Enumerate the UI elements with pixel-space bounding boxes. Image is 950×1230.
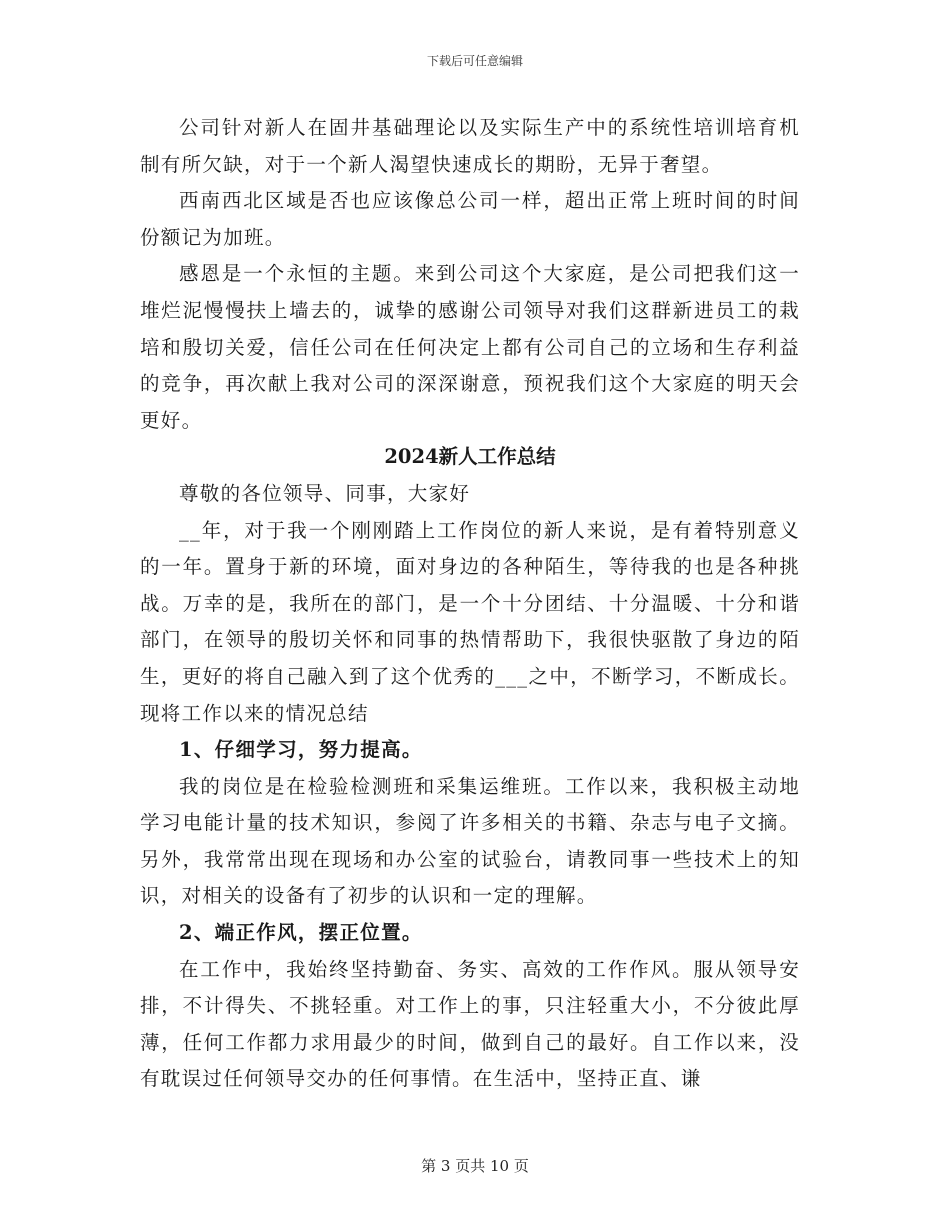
document-body	[140, 110, 800, 1098]
page-header: 下载后可任意编辑	[426, 54, 523, 68]
section-heading-attitude: 2、端正作风，摆正位置。	[179, 921, 423, 945]
paragraph-intro: __年，对于我一个刚刚踏上工作岗位的新人来说，是有着特别意义的一年。置身于新的环境，面对身边的各种陌生，等待我的也是各种挑战。万幸的是，我所在的部门，是一个十分团结、十分温暖、十分和谐部门，在领导的殷切关怀和同事的热情帮助下，我很快驱散了身边的陌生，更好的将自己融入到了这个优秀的___之中，不断学习，不断成长。现将工作以来的情况总结	[140, 518, 800, 725]
paragraph-study: 我的岗位是在检验检测班和采集运维班。工作以来，我积极主动地学习电能计量的技术知识，参阅了许多相关的书籍、杂志与电子文摘。另外，我常常出现在现场和办公室的试验台，请教同事一些技术上的知识，对相关的设备有了初步的认识和一定的理解。	[140, 774, 800, 908]
paragraph-attitude: 在工作中，我始终坚持勤奋、务实、高效的工作作风。服从领导安排，不计得失、不挑轻重。对工作上的事，只注轻重大小，不分彼此厚薄，任何工作都力求用最少的时间，做到自己的最好。自工作以来，没有耽误过任何领导交办的任何事情。在生活中，坚持正直、谦	[140, 957, 800, 1091]
document-title: 2024新人工作总结	[384, 445, 556, 469]
greeting: 尊敬的各位领导、同事，大家好	[179, 481, 471, 505]
paragraph-gratitude: 感恩是一个永恒的主题。来到公司这个大家庭，是公司把我们这一堆烂泥慢慢扶上墙去的，诚挚的感谢公司领导对我们这群新进员工的栽培和殷切关爱，信任公司在任何决定上都有公司自己的立场和生存利益的竞争，再次献上我对公司的深深谢意，预祝我们这个大家庭的明天会更好。	[140, 262, 800, 432]
page-number: 第 3 页共 10 页	[421, 1157, 529, 1175]
paragraph-overtime: 西南西北区域是否也应该像总公司一样，超出正常上班时间的时间份额记为加班。	[140, 189, 800, 249]
paragraph-training: 公司针对新人在固井基础理论以及实际生产中的系统性培训培育机制有所欠缺，对于一个新人渴望快速成长的期盼，无异于奢望。	[140, 116, 800, 176]
section-heading-study: 1、仔细学习，努力提高。	[179, 738, 423, 762]
